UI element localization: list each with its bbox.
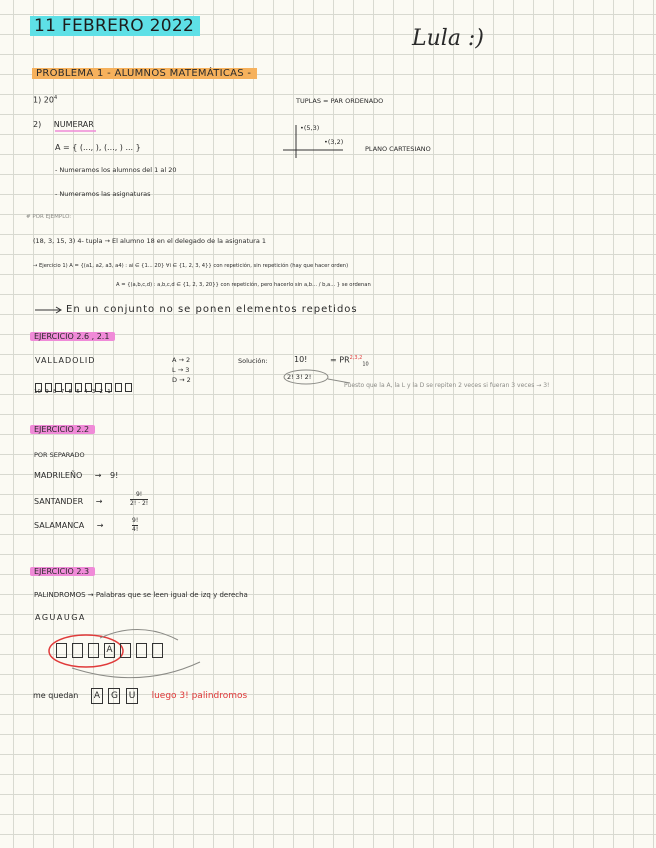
slot-box [88, 643, 99, 658]
solution-value: 10! [294, 355, 308, 364]
repeat-note: Puesto que la A, la L y la D se repiten 2 veces si fueran 3 veces → 3! [344, 382, 550, 389]
palindrome-definition: PALINDROMOS → Palabras que se leen igual de izq y derecha [34, 591, 248, 599]
item1-label: 1) 20 [33, 95, 54, 105]
frac-bottom: 4! [132, 526, 139, 533]
letter-box: U [126, 688, 138, 704]
count-l: L → 3 [172, 366, 190, 374]
point-1-text: (5,3) [303, 124, 320, 132]
pr-notation [330, 355, 369, 367]
slot-box [125, 383, 132, 392]
sets-note: En un conjunto no se ponen elementos repetidos [66, 304, 358, 315]
mirror-arc-1 [100, 629, 178, 640]
middle-box [104, 643, 115, 658]
tuples-label: TUPLAS = PAR ORDENADO [296, 97, 384, 105]
frac-top: 9! [132, 517, 139, 524]
item1-exponent: 4 [53, 95, 58, 101]
point-2-text: (3,2) [327, 138, 344, 146]
remain-label: me quedan [33, 691, 79, 700]
word: SANTANDER [34, 497, 84, 506]
frac-bottom: 2! · 2! [130, 500, 149, 507]
letter-box: G [108, 688, 120, 704]
date-text: 11 FEBRERO 2022 [30, 16, 200, 36]
exercise-line-1: → Ejercicio 1) A = {(a1, a2, a3, a4) : ai ∈ {1... 20} ∀i ∈ {1, 2, 3, 4}} con repetición, sin repetición (hay que hacer orden) [33, 263, 349, 269]
mirror-arc-2 [72, 662, 200, 678]
example-label: # POR EJEMPLO: [26, 214, 72, 220]
fraction: 2! 3! 2! [287, 373, 312, 381]
ex26-title-text: EJERCICIO 2.6 , 2.1 [30, 332, 115, 341]
plane-label: PLANO CARTESIANO [365, 145, 431, 153]
solution-label: Solución: [238, 357, 268, 365]
ex22-title [30, 425, 95, 434]
count-d: D → 2 [172, 376, 191, 384]
pr-sup: 2,3,2 [349, 355, 363, 361]
ex23-word: AGUAUGA [35, 613, 86, 622]
item2-word: NUMERAR [53, 120, 94, 129]
exercise-line-2: A = {(a,b,c,d) : a,b,c,d ∈ {1, 2, 3, 20}} con repetición, pero hacerlo sin a,b... / b,a... } se ordenan [116, 282, 371, 288]
remaining-letters [33, 688, 247, 704]
pr-label: = PR [330, 355, 350, 365]
palindrome-boxes [56, 640, 168, 659]
item2-label: 2) [33, 120, 42, 129]
item2 [33, 120, 94, 129]
item1 [33, 95, 57, 105]
bullet-students: - Numeramos los alumnos del 1 al 20 [55, 166, 177, 174]
problem-title-text: PROBLEMA 1 - ALUMNOS MATEMÁTICAS - [32, 68, 257, 79]
ex26-title [30, 332, 115, 341]
conclusion: luego 3! palindromos [151, 691, 248, 701]
word: MADRILEÑO [34, 471, 83, 480]
bullet-subjects: - Numeramos las asignaturas [55, 190, 151, 198]
santander-fraction [130, 491, 148, 508]
point-1: •(5,3) [300, 124, 320, 132]
row-madrileno: MADRILEÑO → 9! [34, 471, 119, 480]
slot-box [56, 643, 67, 658]
pr-sub: 10 [362, 361, 369, 368]
problem-title [32, 68, 257, 79]
frac-top: 9! [130, 491, 148, 500]
letter-box: A [91, 688, 103, 704]
slot-box [120, 643, 131, 658]
slot-box [152, 643, 163, 658]
salamanca-fraction [132, 517, 138, 534]
signature [412, 26, 484, 51]
slot-box [136, 643, 147, 658]
ex23-title [30, 567, 95, 576]
row-santander: SANTANDER → [34, 497, 103, 506]
point-2: •(3,2) [324, 138, 344, 146]
ex26-letter-counts [172, 355, 191, 385]
ex22-title-text: EJERCICIO 2.2 [30, 425, 95, 434]
ex22-subtitle: POR SEPARADO [34, 451, 85, 459]
example-line: (18, 3, 15, 3) 4- tupla → El alumno 18 en el delegado de la asignatura 1 [33, 237, 267, 245]
slot-box [115, 383, 122, 392]
page-date [30, 16, 200, 36]
result: 9! [110, 471, 119, 480]
count-a: A → 2 [172, 356, 191, 364]
middle-letter: A [106, 645, 113, 655]
ex26-word: VALLADOLID [35, 356, 96, 365]
ex23-title-text: EJERCICIO 2.3 [30, 567, 95, 576]
signature-text: Lula :) [412, 26, 484, 51]
slot-box [72, 643, 83, 658]
word: SALAMANCA [34, 521, 85, 530]
row-salamanca: SALAMANCA → [34, 521, 104, 530]
set-definition: A = { (..., ), (..., ) ... } [55, 143, 141, 152]
ex26-counts: 10 9 8 7 6 5 4 3 2 1 [34, 389, 111, 395]
